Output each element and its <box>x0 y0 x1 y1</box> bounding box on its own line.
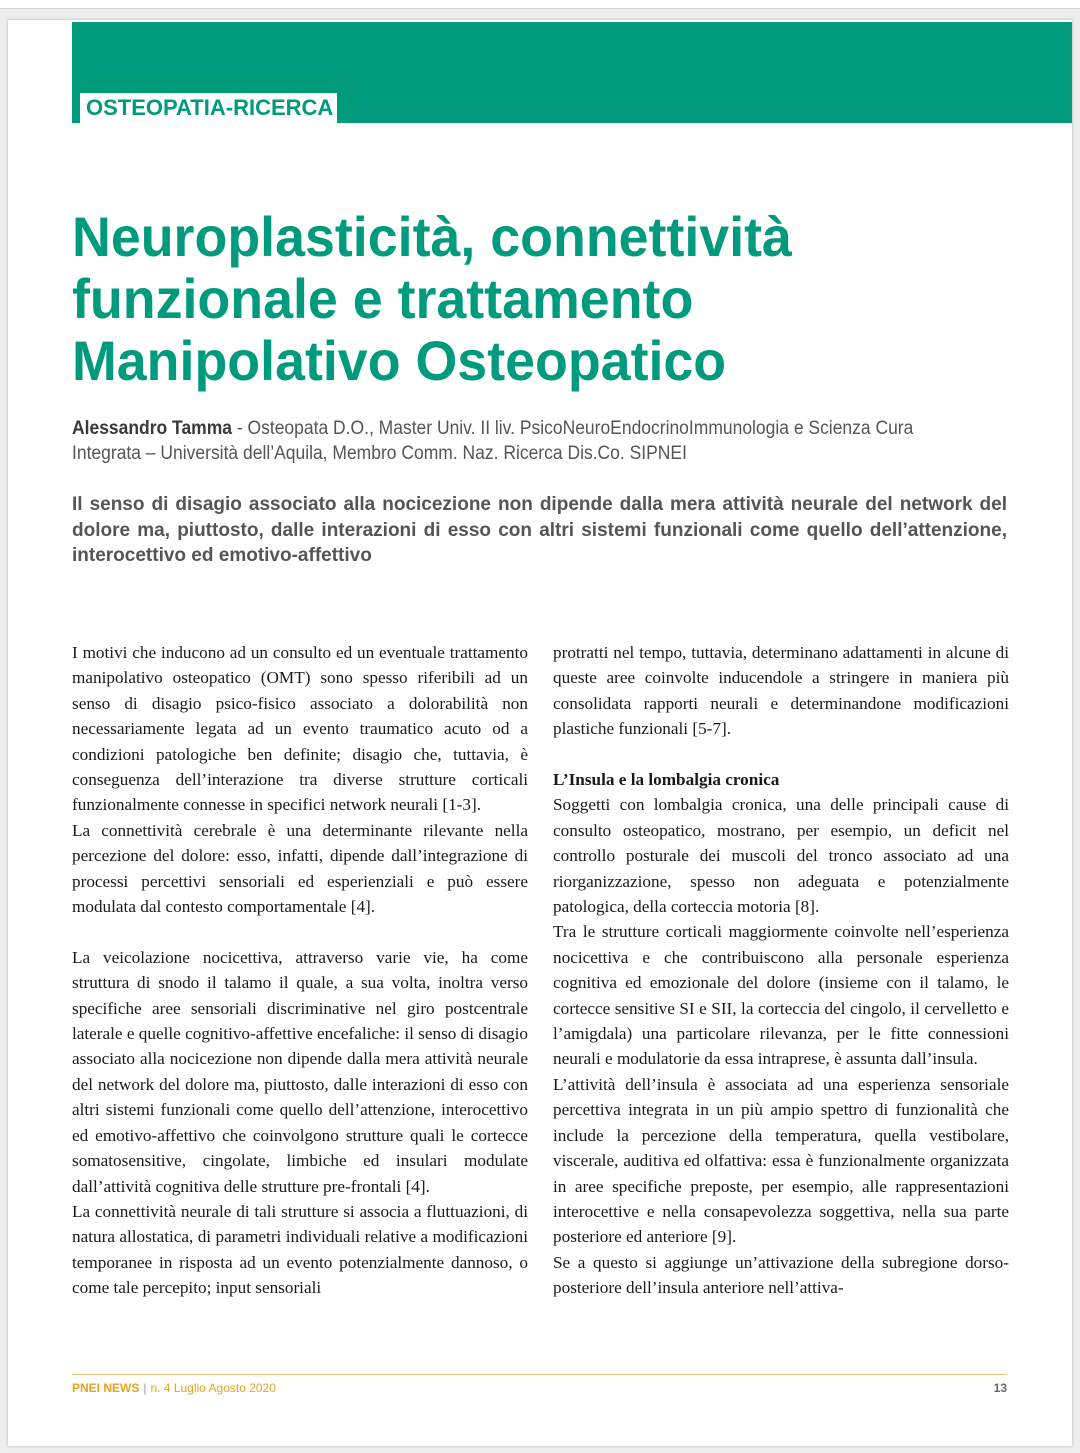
title-line: Neuroplasticità, connettività <box>72 205 792 268</box>
section-banner <box>72 22 1072 123</box>
paragraph: La connettività neurale di tali strutture si associa a fluttuazioni, di natura allostatica, di parametri individuali relative a modificazioni temporanee in risposta ad un evento potenzialmente dannoso, o come tale percepito; input sensoriali <box>72 1201 528 1298</box>
author-affiliation-2: Integrata – Università dell’Aquila, Membro Comm. Naz. Ricerca Dis.Co. SIPNEI <box>72 443 687 464</box>
abstract: Il senso di disagio associato alla nocicezione non dipende dalla mera attività neurale del network del dolore ma, piuttosto, dalle interazioni di esso con altri sistemi funzionali come quello dell’attenzione, interocettivo ed emotivo-affettivo <box>72 494 1007 566</box>
paragraph: Soggetti con lombalgia cronica, una delle principali cause di consulto osteopatico, mostrano, per esempio, un deficit nel controllo posturale dei muscoli del tronco associato ad una riorganizzazione, spesso non adeguata e potenzialmente patologica, della corteccia motoria [8]. <box>553 795 1009 917</box>
body-column-right <box>553 640 1009 1301</box>
paragraph: Tra le strutture corticali maggiormente coinvolte nell’esperienza nocicettiva e che contribuiscono alla personale esperienza cognitiva ed emozionale del dolore (insieme con il talamo, le cortecce sensitive SI e SII, la corteccia del cingolo, il cervelletto e l’amigdala) una particolare rilevanza, per le fitte connessioni neurali e modulatorie da essa intraprese, è assunta dall’insula. <box>553 922 1009 1069</box>
title-line: funzionale e trattamento <box>72 267 694 330</box>
author-name: Alessandro Tamma <box>72 418 232 439</box>
section-heading: L’Insula e la lombalgia cronica <box>553 770 780 790</box>
author-block <box>72 416 955 466</box>
footer-issue: n. 4 Luglio Agosto 2020 <box>150 1381 276 1395</box>
paragraph: I motivi che inducono ad un consulto ed un eventuale trattamento manipolativo osteopatico (OMT) sono spesso riferibili ad un senso di disagio psico-fisico associato a dolorabilità non necessariamente legata ad un evento traumatico acuto od a condizioni patologiche ben definite; disagio che, tuttavia, è conseguenza dell’interazione tra diverse strutture corticali funzionalmente connesse in specifici network neurali [1-3]. <box>72 643 528 815</box>
footer-separator: | <box>143 1381 147 1395</box>
document-page <box>8 20 1072 1446</box>
author-line-1: Alessandro Tamma - Osteopata D.O., Master Univ. II liv. PsicoNeuroEndocrinoImmunologia e Scienza Cura <box>72 418 914 439</box>
paragraph: L’attività dell’insula è associata ad una esperienza sensoriale percettiva integrata in un più ampio spettro di funzionalità che include la percezione della temperatura, quella vestibolare, viscerale, auditiva ed olfattiva: essa è funzionalmente organizzata in aree specifiche preposte, per esempio, alle rappresentazioni interocettive e nella consapevolezza soggettiva, nella sua parte posteriore ed anteriore [9]. <box>553 1074 1009 1247</box>
page-number: 13 <box>993 1381 1007 1395</box>
paragraph: Se a questo si aggiunge un’attivazione della subregione dorso-posteriore dell’insula anteriore nell’attiva- <box>553 1252 1009 1298</box>
title-line: Manipolativo Osteopatico <box>72 329 727 392</box>
paragraph: La veicolazione nocicettiva, attraverso varie vie, ha come struttura di snodo il talamo il quale, a sua volta, inoltra verso specifiche aree sensoriali discriminative nel giro postcentrale laterale e quelle cognitivo-affettive encefaliche: il senso di disagio associato alla nocicezione non dipende dalla mera attività neurale del network del dolore ma, piuttosto, dalle interazioni di esso con altri sistemi funzionali come quello dell’attenzione, interocettivo ed emotivo-affettivo che coinvolgono strutture quali le cortecce somatosensitive, cingolate, limbiche ed insulari modulate dall’attività cognitiva delle strutture pre-frontali [4]. <box>72 947 528 1196</box>
article-title <box>72 206 936 392</box>
viewer-top-strip <box>0 0 1080 9</box>
section-label: OSTEOPATIA-RICERCA <box>80 93 337 123</box>
footer-brand: PNEI NEWS <box>72 1381 140 1395</box>
body-column-left <box>72 640 528 1301</box>
paragraph: protratti nel tempo, tuttavia, determinano adattamenti in alcune di queste aree coinvolte inducendole a stringere in maniera più consolidata rapporti neurali e determinandone modificazioni plastiche funzionali [5-7]. <box>553 643 1009 739</box>
footer-info <box>72 1381 276 1395</box>
author-affiliation-1: Osteopata D.O., Master Univ. II liv. PsicoNeuroEndocrinoImmunologia e Scienza Cura <box>247 418 914 439</box>
footer-divider <box>72 1374 1007 1375</box>
paragraph: La connettività cerebrale è una determinante rilevante nella percezione del dolore: esso, infatti, dipende dall’integrazione di processi percettivi sensoriali ed esperienziali e può essere modulata dal contesto comportamentale [4]. <box>72 820 528 917</box>
